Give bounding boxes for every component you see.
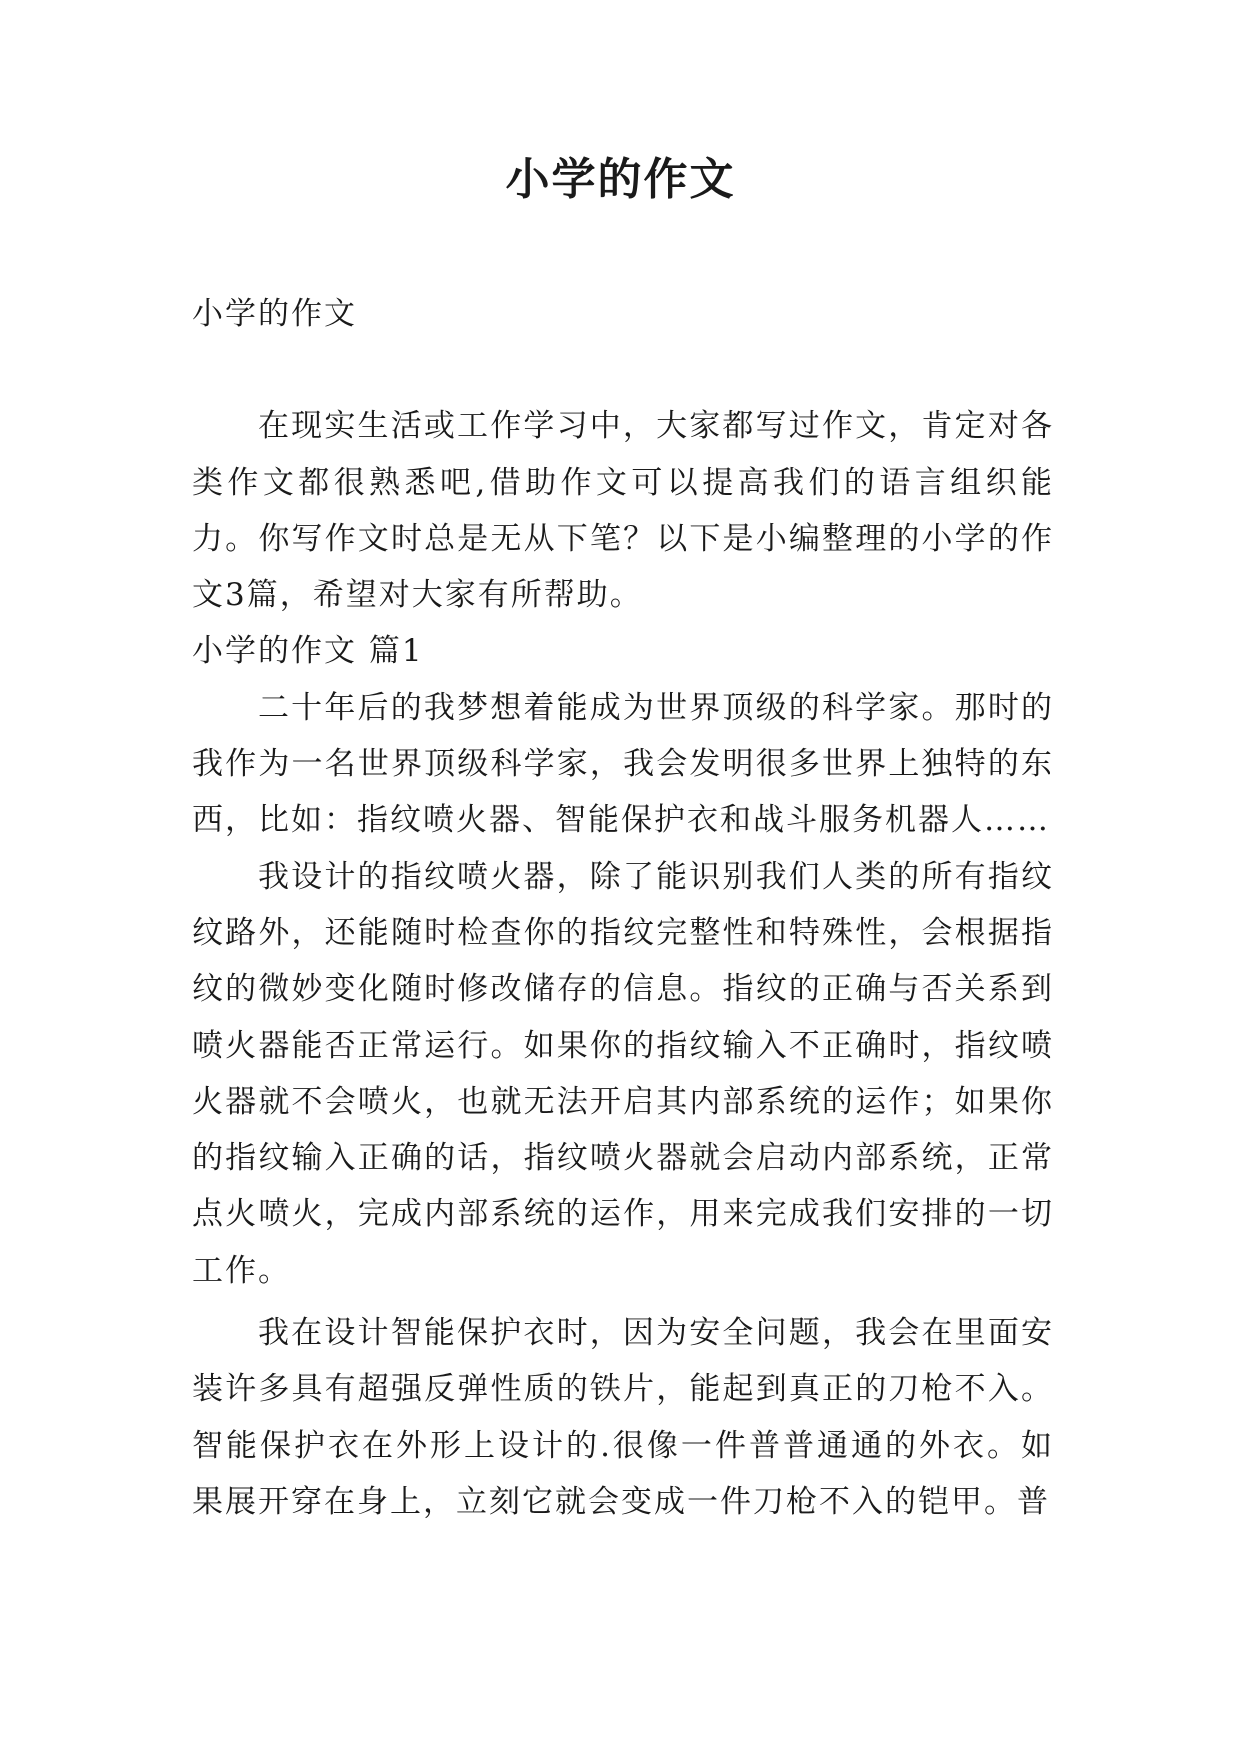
document-subtitle: 小学的作文: [192, 296, 357, 332]
section-heading: 小学的作文 篇1: [192, 633, 424, 670]
body-paragraph: 我在设计智能保护衣时，因为安全问题，我会在里面安装许多具有超强反弹性质的铁片，能起到真正的刀枪不入。智能保护衣在外形上设计的.很像一件普普通通的外衣。如果展开穿在身上，立刻它就会变成一件刀枪不入的铠甲。普: [192, 1315, 1054, 1520]
body-paragraph: 我设计的指纹喷火器，除了能识别我们人类的所有指纹纹路外，还能随时检查你的指纹完整性和特殊性，会根据指纹的微妙变化随时修改储存的信息。指纹的正确与否关系到喷火器能否正常运行。如果你的指纹输入不正确时，指纹喷火器就不会喷火，也就无法开启其内部系统的运作；如果你的指纹输入正确的话，指纹喷火器就会启动内部系统，正常点火喷火，完成内部系统的运作，用来完成我们安排的一切工作。: [192, 858, 1054, 1289]
document-body: [192, 286, 1054, 1530]
document-title: 小学的作文: [505, 154, 736, 205]
body-paragraph: 二十年后的我梦想着能成为世界顶级的科学家。那时的我作为一名世界顶级科学家，我会发明很多世界上独特的东西，比如：指纹喷火器、智能保护衣和战斗服务机器人……: [192, 689, 1054, 839]
intro-paragraph: 在现实生活或工作学习中，大家都写过作文，肯定对各类作文都很熟悉吧,借助作文可以提高我们的语言组织能力。你写作文时总是无从下笔？以下是小编整理的小学的作文3篇，希望对大家有所帮助。: [192, 408, 1054, 614]
